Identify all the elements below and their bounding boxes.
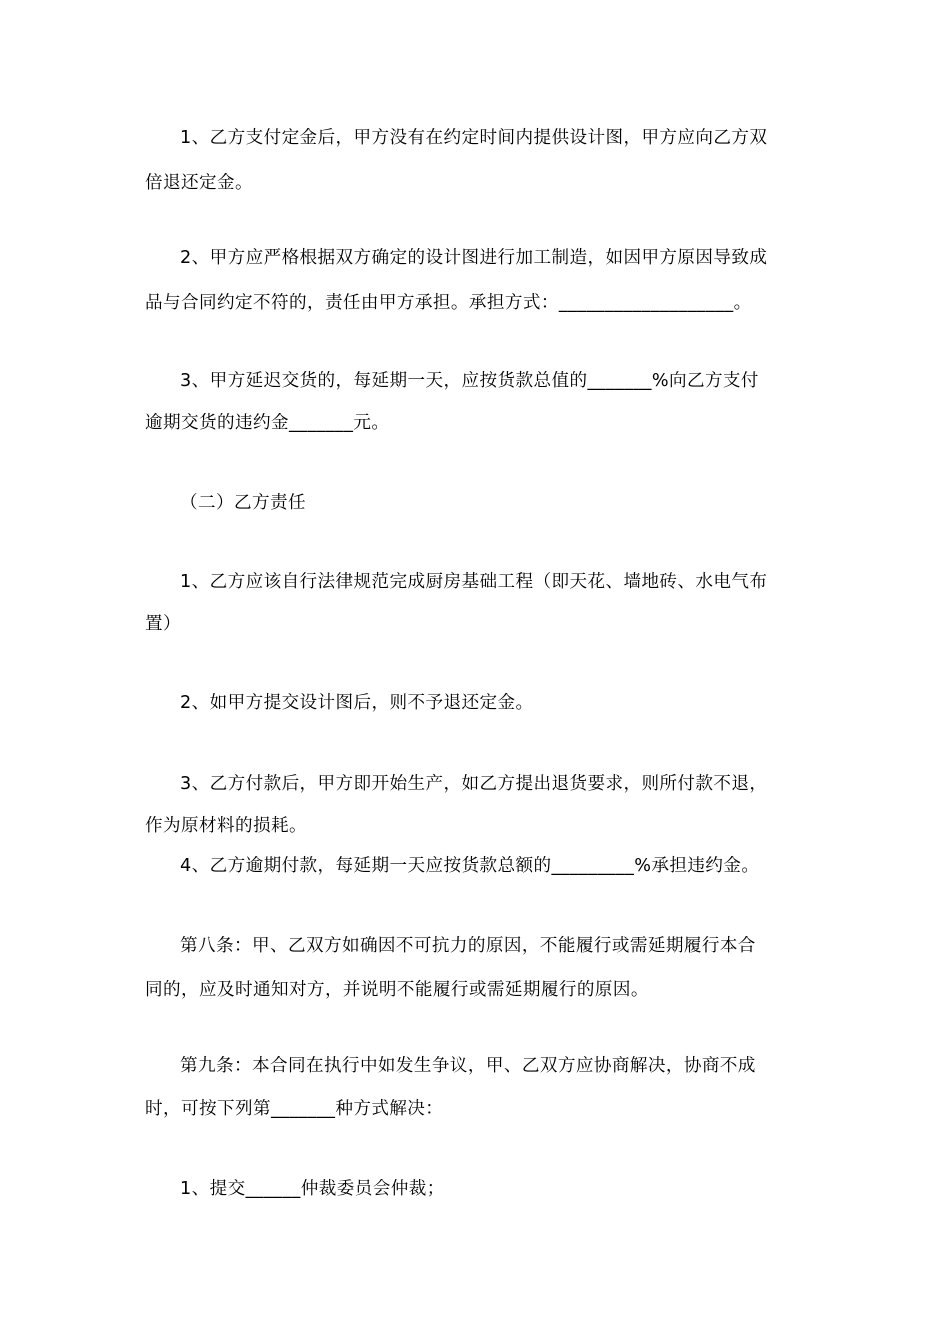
clause-1-line-1: 1、乙方支付定金后，甲方没有在约定时间内提供设计图，甲方应向乙方双: [180, 128, 768, 148]
article-9-line-1: 第九条：本合同在执行中如发生争议，甲、乙双方应协商解决，协商不成: [180, 1056, 756, 1076]
b-clause-3-line-2: 作为原材料的损耗。: [145, 816, 307, 836]
clause-2-line-1: 2、甲方应严格根据双方确定的设计图进行加工制造，如因甲方原因导致成: [180, 248, 768, 268]
article-9-line-2: 时，可按下列第_______种方式解决：: [145, 1099, 444, 1119]
clause-1-line-2: 倍退还定金。: [145, 173, 253, 193]
clause-3-line-2: 逾期交货的违约金_______元。: [145, 413, 390, 433]
b-clause-4: 4、乙方逾期付款，每延期一天应按货款总额的_________%承担违约金。: [180, 856, 760, 876]
clause-2-line-2: 品与合同约定不符的，责任由甲方承担。承担方式：___________________。: [145, 293, 752, 313]
article-9-option-1: 1、提交______仲裁委员会仲裁；: [180, 1179, 445, 1199]
b-clause-3-line-1: 3、乙方付款后，甲方即开始生产，如乙方提出退货要求，则所付款不退，: [180, 774, 768, 794]
section-heading-party-b: （二）乙方责任: [180, 493, 306, 513]
clause-3-line-1: 3、甲方延迟交货的，每延期一天，应按货款总值的_______%向乙方支付: [180, 371, 759, 391]
article-8-line-1: 第八条：甲、乙双方如确因不可抗力的原因，不能履行或需延期履行本合: [180, 936, 756, 956]
b-clause-2: 2、如甲方提交设计图后，则不予退还定金。: [180, 693, 534, 713]
article-8-line-2: 同的，应及时通知对方，并说明不能履行或需延期履行的原因。: [145, 980, 649, 1000]
b-clause-1-line-2: 置）: [145, 614, 181, 634]
b-clause-1-line-1: 1、乙方应该自行法律规范完成厨房基础工程（即天花、墙地砖、水电气布: [180, 572, 768, 592]
